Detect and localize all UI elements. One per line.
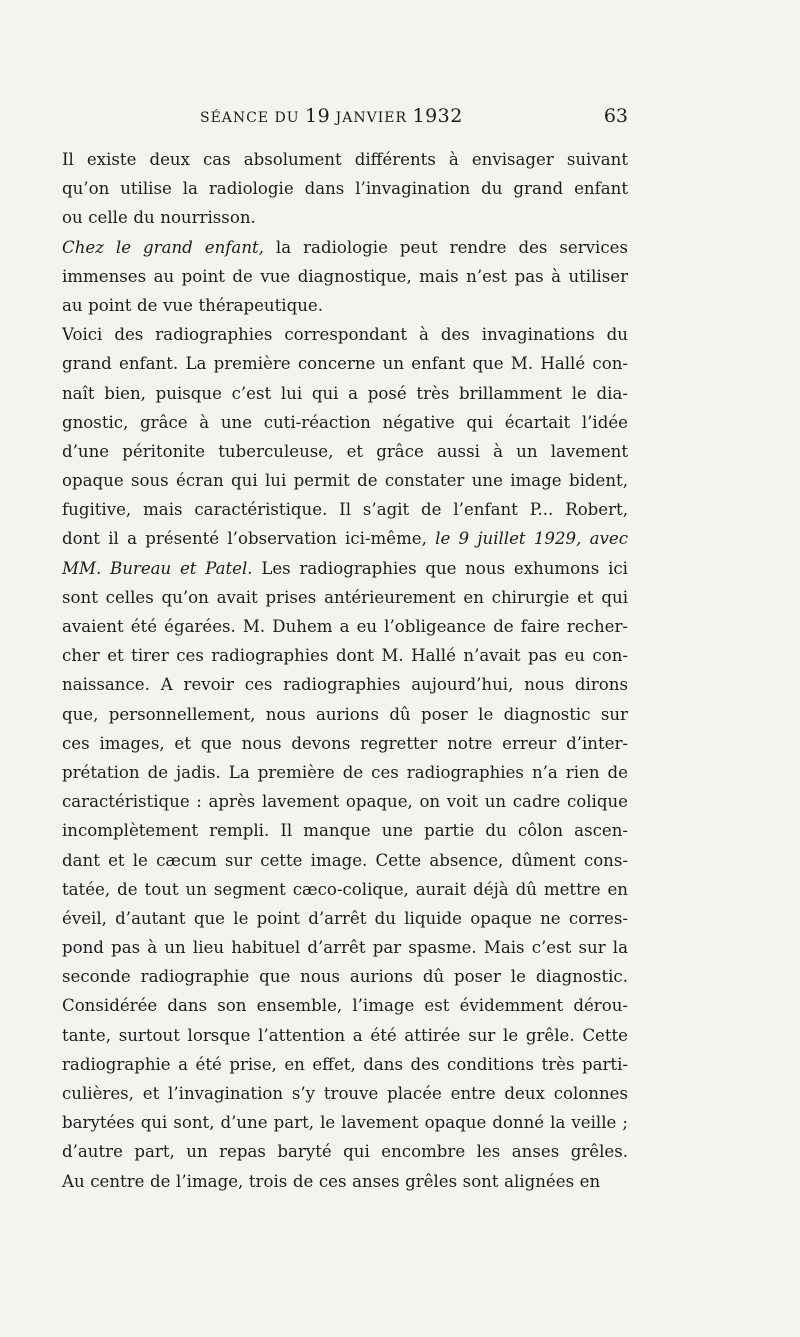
- body-text: [62, 145, 628, 1196]
- text-segment: dant et le cæcum sur cette image. Cette absence, dûment cons-: [62, 850, 628, 870]
- italic-text: le 9 juillet 1929, avec: [435, 529, 628, 549]
- text-line: [62, 787, 628, 816]
- text-segment: Il existe deux cas absolument différents à envisager suivant: [62, 150, 628, 169]
- text-line: [62, 700, 628, 729]
- text-line: [62, 437, 628, 466]
- text-segment: barytées qui sont, d’une part, le lavement opaque donné la veille ;: [62, 1113, 628, 1133]
- text-line: [62, 816, 628, 845]
- text-line: [62, 1079, 628, 1108]
- text-line: [62, 1108, 628, 1137]
- text-line: [62, 203, 628, 232]
- text-line: [62, 904, 628, 933]
- text-segment: grand enfant. La première concerne un enfant que M. Hallé con-: [62, 354, 628, 374]
- text-line: [62, 583, 628, 612]
- text-line: [62, 1137, 628, 1166]
- text-line: [62, 612, 628, 641]
- text-segment: naît bien, puisque c’est lui qui a posé très brillamment le dia-: [62, 383, 628, 403]
- text-segment: tatée, de tout un segment cæco-colique, aurait déjà dû mettre en: [62, 879, 628, 899]
- text-segment: Voici des radiographies correspondant à des invaginations du: [62, 325, 628, 345]
- text-segment: qu’on utilise la radiologie dans l’invagination du grand enfant: [62, 179, 628, 199]
- text-line: [62, 933, 628, 962]
- running-title: [200, 105, 463, 127]
- text-segment: ou celle du nourrisson.: [62, 208, 256, 228]
- text-segment: au point de vue thérapeutique.: [62, 295, 323, 315]
- text-line: [62, 320, 628, 349]
- text-segment: immenses au point de vue diagnostique, mais n’est pas à utiliser: [62, 266, 628, 286]
- text-line: [62, 524, 628, 553]
- text-segment: éveil, d’autant que le point d’arrêt du liquide opaque ne corres-: [62, 908, 628, 928]
- running-title-seance: SÉANCE DU: [200, 110, 306, 126]
- text-line: [62, 174, 628, 203]
- text-line: [62, 991, 628, 1020]
- text-line: [62, 962, 628, 991]
- text-segment: pond pas à un lieu habituel d’arrêt par spasme. Mais c’est sur la: [62, 938, 628, 958]
- text-segment: ces images, et que nous devons regretter notre erreur d’inter-: [62, 733, 628, 753]
- text-line: [62, 1050, 628, 1079]
- text-segment: naissance. A revoir ces radiographies aujourd’hui, nous dirons: [62, 675, 628, 695]
- italic-text: Chez le grand enfant,: [62, 237, 264, 257]
- text-line: [62, 758, 628, 787]
- text-segment: opaque sous écran qui lui permit de constater une image bident,: [62, 471, 628, 491]
- text-segment: gnostic, grâce à une cuti-réaction négative qui écartait l’idée: [62, 412, 628, 432]
- text-segment: sont celles qu’on avait prises antérieurement en chirurgie et qui: [62, 587, 628, 607]
- text-line: [62, 233, 628, 262]
- text-line: [62, 408, 628, 437]
- page-number: 63: [603, 105, 628, 127]
- text-segment: radiographie a été prise, en effet, dans des conditions très parti-: [62, 1054, 628, 1074]
- text-line: [62, 291, 628, 320]
- text-line: [62, 670, 628, 699]
- text-segment: culières, et l’invagination s’y trouve placée entre deux colonnes: [62, 1084, 628, 1103]
- running-title-day: 19: [305, 105, 331, 127]
- running-head: [62, 105, 628, 135]
- text-segment: d’une péritonite tuberculeuse, et grâce aussi à un lavement: [62, 441, 628, 461]
- text-line: [62, 846, 628, 875]
- text-segment: dont il a présenté l’observation ici-même,: [62, 529, 436, 549]
- text-line: [62, 379, 628, 408]
- text-segment: incomplètement rempli. Il manque une partie du côlon ascen-: [62, 821, 628, 841]
- text-line: [62, 1021, 628, 1050]
- text-line: [62, 349, 628, 378]
- text-segment: Considérée dans son ensemble, l’image est évidemment dérou-: [62, 996, 628, 1016]
- text-segment: Au centre de l’image, trois de ces anses grêles sont alignées en: [62, 1171, 601, 1191]
- text-line: [62, 495, 628, 524]
- text-line: [62, 875, 628, 904]
- text-segment: la radiologie peut rendre des services: [263, 237, 628, 257]
- text-segment: d’autre part, un repas baryté qui encombre les anses grêles.: [62, 1142, 628, 1162]
- text-segment: tante, surtout lorsque l’attention a été attirée sur le grêle. Cette: [62, 1025, 628, 1045]
- running-title-month: JANVIER: [330, 110, 413, 126]
- text-segment: prétation de jadis. La première de ces radiographies n’a rien de: [62, 762, 628, 782]
- text-segment: que, personnellement, nous aurions dû poser le diagnostic sur: [62, 704, 628, 724]
- text-segment: cher et tirer ces radiographies dont M. Hallé n’avait pas eu con-: [62, 646, 628, 666]
- text-segment: fugitive, mais caractéristique. Il s’agit de l’enfant P... Robert,: [62, 500, 628, 520]
- text-line: [62, 1167, 628, 1196]
- text-line: [62, 466, 628, 495]
- italic-text: MM. Bureau et Patel.: [62, 558, 253, 578]
- text-segment: Les radiographies que nous exhumons ici: [252, 558, 628, 578]
- text-segment: seconde radiographie que nous aurions dû poser le diagnostic.: [62, 967, 628, 987]
- text-segment: avaient été égarées. M. Duhem a eu l’obligeance de faire recher-: [62, 617, 628, 636]
- text-line: [62, 554, 628, 583]
- text-segment: caractéristique : après lavement opaque, on voit un cadre colique: [62, 792, 628, 812]
- text-line: [62, 729, 628, 758]
- running-title-year: 1932: [412, 105, 463, 127]
- text-line: [62, 641, 628, 670]
- text-line: [62, 145, 628, 174]
- text-line: [62, 262, 628, 291]
